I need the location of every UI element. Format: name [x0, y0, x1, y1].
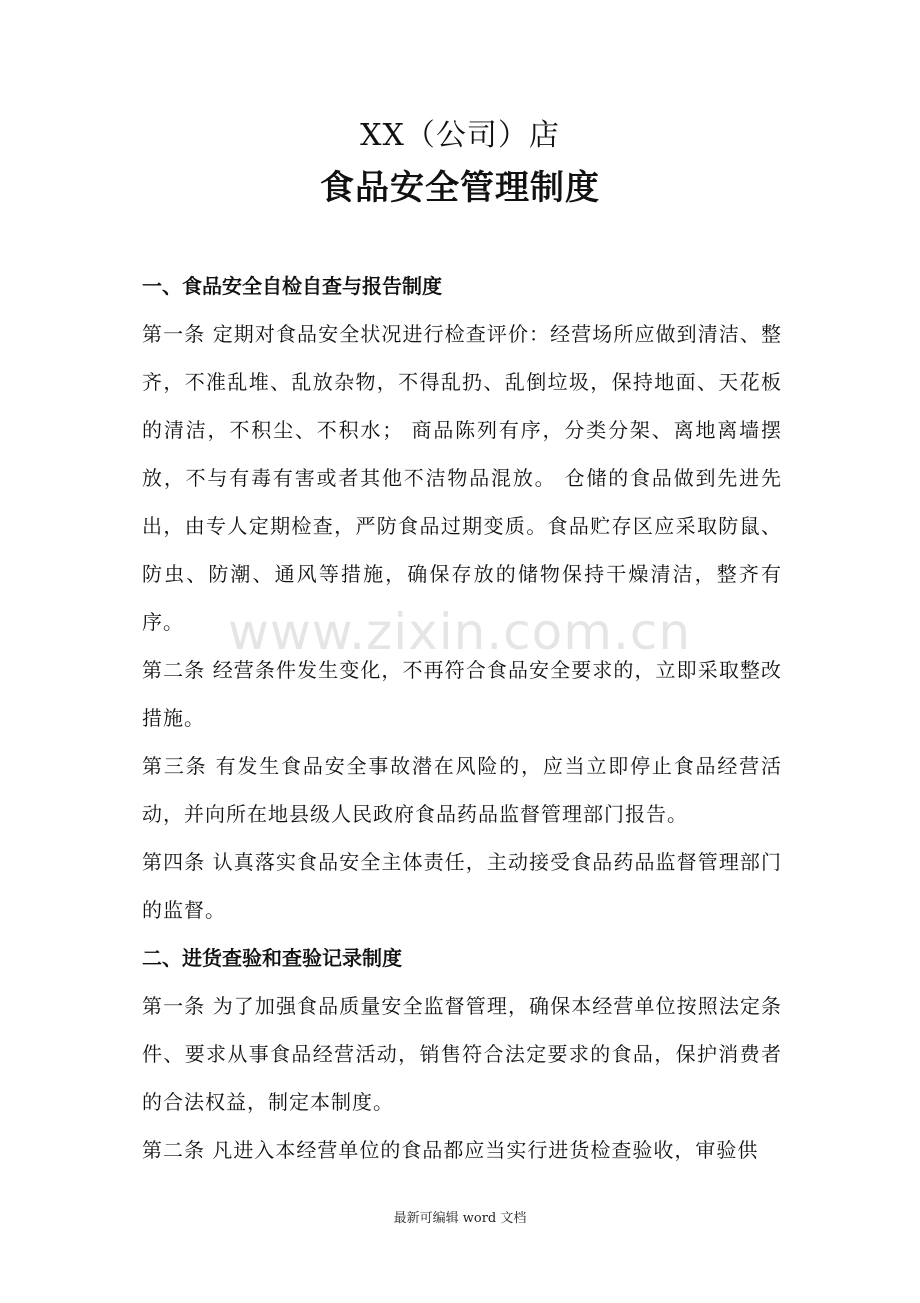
article-2-2: 第二条 凡进入本经营单位的食品都应当实行进货检查验收，审验供 [142, 1138, 759, 1162]
section-heading-2: 二、进货查验和查验记录制度 [142, 946, 402, 970]
section-heading-1: 一、食品安全自检自查与报告制度 [142, 274, 442, 298]
article-2-1: 第一条 为了加强食品质量安全监督管理，确保本经营单位按照法定条件、要求从事食品经营活动，销售符合法定要求的食品，保护消费者的合法权益，制定本制度。 [142, 994, 782, 1114]
article-1-2: 第二条 经营条件发生变化，不再符合食品安全要求的，立即采取整改措施。 [142, 658, 782, 730]
document-title: 食品安全管理制度 [320, 168, 600, 208]
article-1-1: 第一条 定期对食品安全状况进行检查评价：经营场所应做到清洁、整齐，不准乱堆、乱放杂物，不得乱扔、乱倒垃圾，保持地面、天花板的清洁，不积尘、不积水； 商品陈列有序，分类分架、离地离墙摆放，不与有毒有害或者其他不洁物品混放。 仓储的食品做到先进先出，由专人定期检查，严防食品过期变质。食品贮存区应采取防鼠、防虫、防潮、通风等措施，确保存放的储物保持干燥清洁，整齐有序。 [142, 322, 782, 634]
page-footer: 最新可编辑 word 文档 [393, 1211, 527, 1226]
article-1-4: 第四条 认真落实食品安全主体责任，主动接受食品药品监督管理部门的监督。 [142, 850, 782, 922]
watermark: www.zixin.com.cn [228, 603, 692, 661]
document-title-company: XX（公司）店 [360, 118, 560, 153]
article-1-3: 第三条 有发生食品安全事故潜在风险的，应当立即停止食品经营活动，并向所在地县级人民政府食品药品监督管理部门报告。 [142, 754, 782, 826]
document-body [142, 262, 782, 1174]
